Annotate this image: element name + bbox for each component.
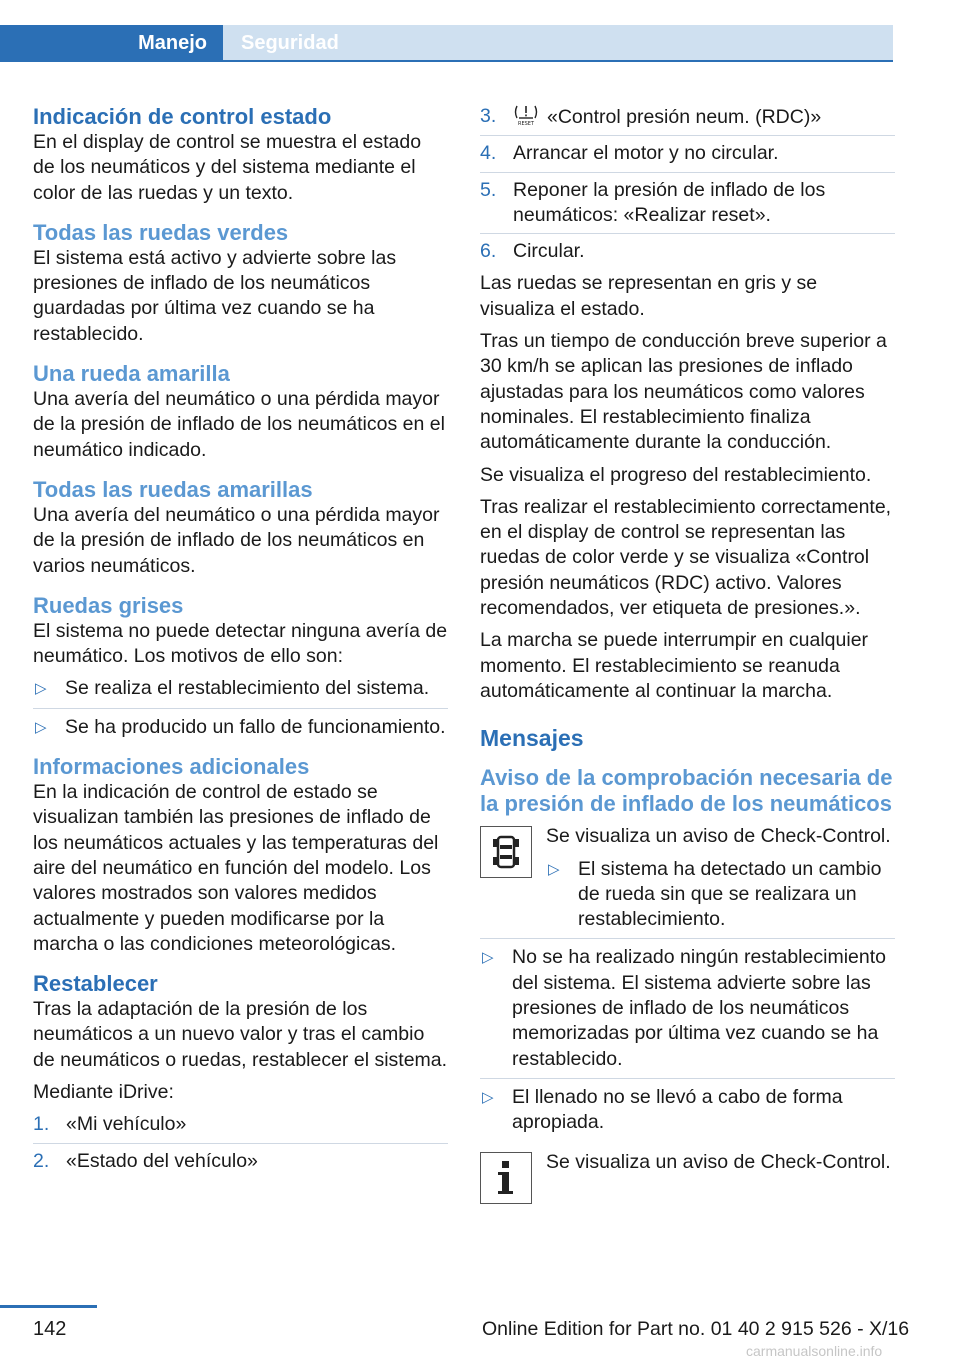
triangle-bullet-icon: ▷: [548, 860, 560, 878]
page-number-bar: [0, 1305, 97, 1308]
para-restablecer: Tras la adaptación de la presión de los neumáticos a un nuevo valor y tras el cambio de neumáticos o ruedas, restablecer el sistema.: [33, 998, 448, 1071]
heading-todas-verdes: Todas las ruedas verdes: [33, 219, 289, 245]
para-idrive: Mediante iDrive:: [33, 1081, 174, 1104]
para-indicacion: En el display de control se muestra el estado de los neumáticos y del sistema mediante el color de las ruedas y un texto.: [33, 131, 422, 204]
para-progreso: Se visualiza el progreso del restablecimiento.: [480, 463, 872, 486]
page-number: 142: [33, 1318, 67, 1340]
heading-todas-amarillas: Todas las ruedas amarillas: [33, 476, 313, 502]
edition-footer: Online Edition for Part no. 01 40 2 915 526 - X/16: [482, 1318, 910, 1340]
left-column: [33, 104, 448, 1174]
heading-informaciones: Informaciones adicionales: [33, 754, 310, 780]
list-item: ▷ El sistema ha detectado un cambio de rueda sin que se realizara un restablecimiento.: [548, 857, 882, 931]
list-item: 1. «Mi vehículo»: [33, 1112, 448, 1143]
para-todas-amarillas: Una avería del neumático o una pérdida mayor de la presión de inflado de los neumáticos en varios neumáticos.: [33, 503, 440, 577]
list-item: 6. Circular.: [480, 240, 585, 263]
list-item: ▷ Se ha producido un fallo de funcionamiento.: [33, 715, 448, 740]
info-row: [480, 1150, 895, 1210]
steps-list-right: [480, 104, 895, 264]
tab-seguridad[interactable]: Seguridad: [223, 25, 893, 61]
heading-mensajes: Mensajes: [480, 725, 584, 752]
list-motivos: [33, 676, 448, 740]
heading-indicacion: Indicación de control estado: [33, 104, 332, 129]
chapter-tabbar: [0, 25, 893, 61]
tab-manejo[interactable]: Manejo: [0, 25, 223, 61]
para-cc-msg: Se visualiza un aviso de Check-Control.: [546, 825, 891, 848]
list-item: 5. Reponer la presión de inflado de los neumáticos: «Realizar reset».: [480, 178, 895, 235]
car-tire-warning-icon: [480, 826, 532, 878]
para-tiempo-conduccion: Tras un tiempo de conducción breve superior a 30 km/h se aplican las presiones de inflado ajustadas para los neumáticos como valores nominales. El restablecimiento finaliza automáticamente durante la conducción.: [480, 330, 887, 454]
tab-underline: [0, 60, 893, 62]
triangle-bullet-icon: ▷: [35, 718, 47, 736]
para-informaciones: En la indicación de control de estado se visualizan también las presiones de inflado de los neumáticos actuales y las temperaturas del aire del neumático en función del modelo. Los valores mostrados son valores medidos actualmente y pueden modificarse por la marcha o las condiciones meteorológicas.: [33, 781, 439, 955]
para-cc-msg-2: Se visualiza un aviso de Check-Control.: [546, 1150, 891, 1173]
triangle-bullet-icon: ▷: [35, 680, 47, 698]
right-column: [480, 104, 895, 1210]
list-item: 2. «Estado del vehículo»: [33, 1149, 258, 1172]
triangle-bullet-icon: ▷: [482, 1088, 494, 1106]
svg-text:RESET: RESET: [517, 121, 535, 126]
list-item: ▷ Se realiza el restablecimiento del sistema.: [33, 676, 448, 708]
list-item: ▷ No se ha realizado ningún restablecimiento del sistema. El sistema advierte sobre las presiones de inflado de los neumáticos memorizadas por última vez cuando se ha restablecido.: [480, 945, 895, 1078]
para-interrumpir: La marcha se puede interrumpir en cualquier momento. El restablecimiento se reanuda automáticamente al continuar la marcha.: [480, 629, 869, 702]
info-icon: [480, 1152, 532, 1204]
heading-restablecer: Restablecer: [33, 971, 158, 997]
heading-ruedas-grises: Ruedas grises: [33, 592, 184, 618]
watermark: carmanualsonline.info: [746, 1343, 883, 1359]
list-item: ▷ El llenado no se llevó a cabo de forma apropiada.: [482, 1085, 843, 1134]
tpms-reset-icon: [513, 104, 539, 126]
para-una-amarilla: Una avería del neumático o una pérdida mayor de la presión de inflado de los neumáticos en el neumático indicado.: [33, 388, 445, 461]
para-correctamente: Tras realizar el restablecimiento correctamente, en el display de control se representan las ruedas de color verde y se visualiza «Control presión neumáticos (RDC) activo. Valores recomendados, ver etiqueta de presiones.».: [480, 495, 892, 620]
para-ruedas-grises: El sistema no puede detectar ninguna avería de neumático. Los motivos de ello son:: [33, 619, 448, 668]
list-item: 3. RESET «Control presión neum. (RDC)»: [480, 104, 895, 136]
heading-aviso: Aviso de la comprobación necesaria de la presión de inflado de los neumáticos: [480, 765, 893, 817]
check-control-row: [480, 824, 895, 932]
para-todas-verdes: El sistema está activo y advierte sobre las presiones de inflado de los neumáticos guardadas por última vez cuando se ha restablecido.: [33, 246, 397, 345]
heading-una-amarilla: Una rueda amarilla: [33, 361, 230, 387]
triangle-bullet-icon: ▷: [482, 949, 494, 967]
list-cc-inner: [546, 857, 895, 933]
para-ruedas-gris: Las ruedas se representan en gris y se visualiza el estado.: [480, 272, 818, 320]
list-cc-outer: [480, 945, 895, 1135]
list-item: 4. Arrancar el motor y no circular.: [480, 141, 895, 172]
steps-list-left: [33, 1112, 448, 1174]
